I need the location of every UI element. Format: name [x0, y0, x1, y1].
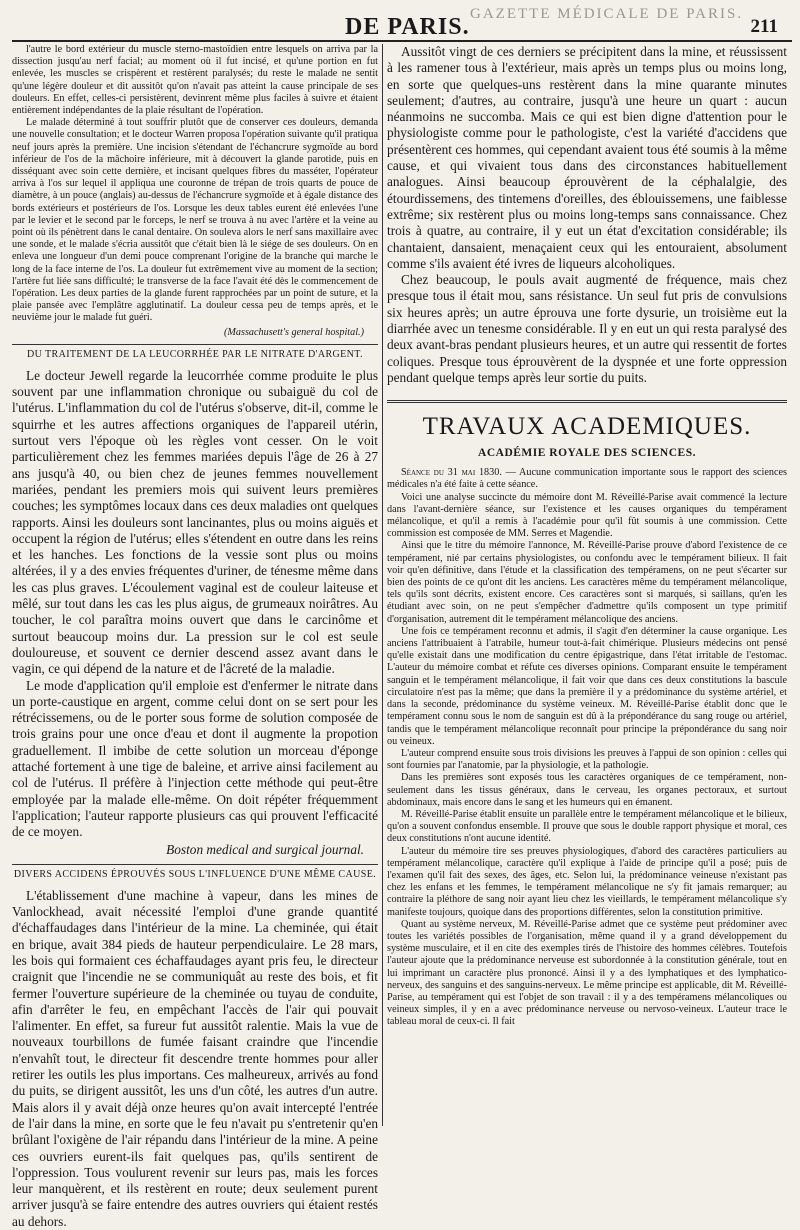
article3-continuation: Aussitôt vingt de ces derniers se précipitent dans la mine, et réussissent à les ramener tous à l'extérieur, mais après un temps plus ou moins long, en sorte que quelques-uns restèrent dans la mine quarante minutes seulement; d'autres, au contraire, jusqu'à une heure un quart : aucun néanmoins ne succomba. Mais ce qui est bien digne d'attention pour le physiologiste comme pour le pathologiste, c'est la variété d'accidens que présentèrent ces hommes, qui cependant avaient tous été soumis à la même cause, et qui vivaient tous dans des circonstances habituellement analogues. Ainsi beaucoup éprouvèrent de la céphalalgie, des étourdissemens, des tintemens d'oreilles, des éblouissemens, une faiblesse extrême; six restèrent plus ou moins long-temps sans connaissance. Chez trois à quatre, au contraire, il y eut un état d'excitation considérable; ils chantaient, dansaient, menaçaient ceux qui les entouraient, absolument comme s'ils avaient été ivres de liqueurs alcoholiques.	[387, 44, 787, 271]
section-subtitle: ACADÉMIE ROYALE DES SCIENCES.	[478, 447, 696, 460]
section-title: TRAVAUX ACADEMIQUES.	[422, 413, 752, 441]
article1-paragraph: l'autre le bord extérieur du muscle sterno-mastoïdien entre lesquels on arriva par la dissection jusqu'au nerf facial; au moment où il fut incisé, et qu'une portion en fut enlevée, les muscles se crispèrent et restèrent paralysés; du reste le malade ne sentit qu'une légère douleur et dit aussitôt qu'on n'avait pas atteint la cause principale de ses douleurs. En effet, celles-ci persistèrent, devinrent même plus faciles à suivre et étaient entièrement indépendantes de la plaie résultant de l'opération.	[12, 44, 378, 117]
section-rule	[12, 344, 378, 345]
session-lead: Séance du 31 mai 1830.	[401, 467, 502, 479]
article2-source: Boston medical and surgical journal.	[166, 842, 364, 858]
article1-paragraph: Le malade déterminé à tout souffrir plutôt que de conserver ces douleurs, demanda une nouvelle consultation; et le docteur Warren proposa l'opération suivante qu'il pratiqua neuf jours après la première. Une incision s'étendant de l'échancrure sygmoïde au bord inférieur de l'os de la mâchoire inférieure, mit à découvert la glande parotide, puis en disséquant avec soin cette dernière, et incisant quelques fibres du masséter, l'opérateur arriva à l'os sur lequel il appliqua une couronne de trépan de trois quarts de pouce de diamètre, à un pouce (anglais) au-dessus de l'échancrure sygmoïde et à égale distance des bords extérieurs et postérieurs de l'os. Lorsque les deux tables eurent été enlevées l'une par le levier et le second par le forceps, le nerf se trouva à nu avec l'artère et la veine au point où ils pénètrent dans le canal dentaire. On souleva alors le nerf sans maxillaire avec une sonde, et le malade s'écria aussitôt que c'était bien là le siége de ses douleurs. On en enleva une longueur d'un demi pouce comprenant l'origine de la branche qui marche le long de la face interne de l'os. La douleur fut extrêmement vive au moment de la section; l'artère fut liée sans difficulté; le transverse de la face l'avait été dès le commencement de l'opération. Les deux parties de la glande furent rapprochées par un point de suture, et la plaie pansée avec l'emplâtre agglutinatif. La douleur cessa peu de temps après, et le neuvième jour le malade fut guéri.	[12, 117, 378, 324]
article1-source: (Massachusett's general hospital.)	[224, 326, 364, 338]
academy-paragraph: L'auteur du mémoire tire ses preuves physiologiques, d'abord des caractères particuliers au tempérament mélancolique, caractère qu'il explique à l'aide de principe qu'il a posé; puis de l'examen qu'il fait des sexes, des âges, etc. Selon lui, la prédominance veineuse n'existant pas chez les enfans et les femmes, le tempérament mélancolique ne s'y fit jamais remarquer; au contraire la pléthore de sang noir ayant lieu chez les vieillards, le tempérament mélancolique s'y manifeste toujours, quoique dans des proportions différentes, selon la constitution primitive.	[387, 845, 787, 918]
academy-paragraph: Une fois ce tempérament reconnu et admis, il s'agit d'en déterminer la cause organique. Les anciens l'attribuaient à l'atrabile, humeur tout-à-fait chimérique. Plusieurs médecins ont pensé qu'elle existait dans une modification du centre épigastrique, dans l'état irritable de l'estomac. L'auteur du mémoire combat et réfute ces diverses opinions. Comparant ensuite le tempérament sanguin et le tempérament mélancolique, il fait voir que dans ces deux constitutions la bascule circulatoire n'est pas la même; que dans la première il y a prédominance du système artériel, et dans la seconde, prédominance du système veineux. M. Réveillé-Parise établit donc que le tempérament connu sous le nom de sanguin est dû à la prépondérance du sang rouge ou artériel, tandis que le tempérament mélancolique reconnaît pour principe la prépondérance du sang noir ou veineux.	[387, 625, 787, 747]
page-number: 211	[750, 16, 778, 37]
column-divider	[382, 44, 383, 1126]
page-header	[0, 0, 800, 40]
academy-paragraph: Voici une analyse succincte du mémoire dont M. Réveillé-Parise avait commencé la lecture dans l'avant-dernière séance, sur l'existence et les causes organiques du tempérament mélancolique, et qu'il a remis à l'académie pour qu'il fût soumis à une commission. Cette commission est composée de MM. Serres et Magendie.	[387, 491, 787, 540]
article2-paragraph: Le mode d'application qu'il emploie est d'enfermer le nitrate dans un porte-caustique en argent, comme celui dont on se sert pour les rétrécissemens, ou de le porter sous forme de solution composée de trois grains pour une once d'eau et dont il augmente la propotion graduellement. Il imbibe de cette solution un morceau d'éponge attaché fortement à une tige de baleine, et arrive ainsi facilement au col de l'utérus. Il préfère à l'injection cette méthode qui peut-être employée par la malade elle-même. On doit répéter fréquemment l'application; l'auteur rapporte plusieurs cas qui prouvent l'efficacité de ce moyen.	[12, 677, 378, 840]
academy-paragraph: Ainsi que le titre du mémoire l'annonce, M. Réveillé-Parise prouve d'abord l'existence de ce tempérament, nié par certains physiologistes, ou confondu avec le tempérament bilieux. Il fait voir qu'en définitive, dans l'étude et la classification des tempéramens, on ne peut s'écarter sur bien des points de ce qu'ont dit les anciens. Les caractères même du tempérament mélancolique, tels qu'ils sont décrits, existent encore. Ces caractères sont si marqués, si saillans, qu'en les étudiant avec soin, on ne peut s'empêcher d'admettre qu'ils composent un type primitif d'organisation, autrement dit le tempérament mélancolique des anciens.	[387, 540, 787, 625]
academy-paragraph: Quant au système nerveux, M. Réveillé-Parise admet que ce système peut prédominer avec toutes les variétés possibles de l'organisation, même quand il y a grand développement du système musculaire, et il en cite des exemples tirés de l'histoire des hommes célèbres. Toutefois l'auteur ajoute que la prédominance nerveuse est subordonnée à la constitution générale, tout en lui imprimant un caractère plus prononcé. Ainsi il y a des lymphatiques et des lymphatico-nerveux, des sanguins et des sanguins-nerveux. Le même principe est applicable, dit M. Réveillé-Parise, au tempérament qui est l'objet de son travail : il y a des tempéramens mélancoliques ou veineux simples, il y en a avec prédominance nerveuse ou nervoso-veineux. L'auteur trace le tableau moral de ceux-ci. Il fait	[387, 918, 787, 1028]
section-rule	[387, 400, 787, 403]
academy-paragraph: L'auteur comprend ensuite sous trois divisions les preuves à l'appui de son opinion : celles qui sont fournies par l'anatomie, par la physiologie, et la pathologie.	[387, 747, 787, 772]
article3-continuation: Chez beaucoup, le pouls avait augmenté de fréquence, mais chez presque tous il était mou, sans résistance. Un seul fut pris de convulsions six heures après; un autre éprouva une forte dysurie, un troisième eut la diarrhée avec un tenesme considérable. Il y en eut un qui resta paralysé des deux avant-bras pendant plusieurs heures, et un autre qui ressentit de fortes coliques. Presque tous éprouvèrent de la dyspnée et une forte oppression pendant quelque temps après leur sortie du puits.	[387, 272, 787, 385]
article2-paragraph: Le docteur Jewell regarde la leucorrhée comme produite le plus souvent par une inflammation chronique ou subaiguë du col de l'utérus. L'inflammation du col de l'utérus s'observe, dit-il, comme le squirrhe et les autres affections organiques de l'appareil utérin, surtout vers l'époque où les règles vont cesser. On le voit particulièrement chez les femmes mariées depuis l'âge de 26 à 27 ans jusqu'à 40, ou bien chez de jeunes femmes nouvellement mariées, pendant les premiers mois qui suivent leurs premières couches; les symptômes locaux dans ces deux maladies ont quelques rapports. Ainsi les douleurs sont lancinantes, plus ou moins aiguës et occupent la région de l'utérus; elles s'étendent en outre dans les reins et les hanches. Les fonctions de la vessie sont plus ou moins altérées, il y a des envies fréquentes d'uriner, de ténesme même dans les cas plus graves. L'écoulement vaginal est de couleur laiteuse et mêlé, sur tout dans les cas les plus aigus, de grumeaux noirâtres. Au toucher, le col paraîtra moins ouvert que dans le carcinôme et surtout beaucoup moins dur. La pression sur le col est seule douloureuse, et souvent ce dernier descend assez avant dans le vagin, ce qui dépend de la nature et de l'âcreté de la maladie.	[12, 367, 378, 677]
academy-paragraph: Dans les premières sont exposés tous les caractères organiques de ce tempérament, non-seulement dans les tissus généraux, dans le cerveau, les organes pectoraux, et surtout abdominaux, mais encore dans le sang et les humeurs qui en émanent.	[387, 772, 787, 808]
header-rule	[12, 40, 792, 42]
academy-paragraph: M. Réveillé-Parise établit ensuite un parallèle entre le tempérament mélancolique et le bilieux, qu'on a souvent confondus ensemble. Il prouve que sous le double rapport physique et moral, ces deux constitutions n'ont aucune identité.	[387, 808, 787, 845]
article3-paragraph: L'établissement d'une machine à vapeur, dans les mines de Vanlockhead, avait nécessité l'emploi d'une grande quantité d'échaffaudages dans l'intérieur de la mine. La cheminée, qui était en brique, avait 384 pieds de hauteur perpendiculaire. Le 28 mars, les bois qui formaient ces échaffaudages ayant pris feu, le directeur craignit que l'incendie ne se communiquât au reste des bois, et fit fermer l'ouverture supérieure de la cheminée ou tuyau de conduite, afin d'arrêter le feu, en empêchant l'accès de l'air qui pouvait l'alimenter. En effet, sa fureur fut aussitôt ralentie. Mais la vue de nouveaux tourbillons de fumée faisant craindre que l'incendie n'envahît tout, le directeur fit descendre trente hommes pour aller retirer les outils les plus importans. Ces malheureux, arrivés au fond du puits, se dirigent aussitôt, les uns d'un côté, les autres d'un autre. Mais alors il y avait déjà onze heures qu'on avait intercepté l'entrée de l'air dans la mine, en sorte que le feu n'avait pu s'entretenir qu'en brûlant l'oxigène de l'air répandu dans l'intérieur de la mine. A peine ces ouvriers eurent-ils fait quelques pas, qu'ils sentirent de l'oppression. Tous voulurent revenir sur leurs pas, mais les forces leur manquèrent, et ils restèrent en route; deux seulement purent arriver jusqu'à se faire entendre des autres ouvriers qui étaient restés au dehors.	[12, 887, 378, 1229]
running-title: DE PARIS.	[345, 14, 470, 40]
right-column	[387, 44, 787, 1029]
left-column	[12, 44, 378, 1230]
section-rule	[12, 864, 378, 865]
academy-paragraph: — Aucune communication importante sous le rapport des sciences médicales n'a été faite à cette séance.	[387, 467, 787, 491]
article2-title: DU TRAITEMENT DE LA LEUCORRHÉE PAR LE NITRATE D'ARGENT.	[27, 348, 363, 360]
show-through-text: GAZETTE MÉDICALE DE PARIS.	[470, 6, 744, 22]
article3-title: DIVERS ACCIDENS ÉPROUVÉS SOUS L'INFLUENCE D'UNE MÊME CAUSE.	[13, 868, 377, 880]
